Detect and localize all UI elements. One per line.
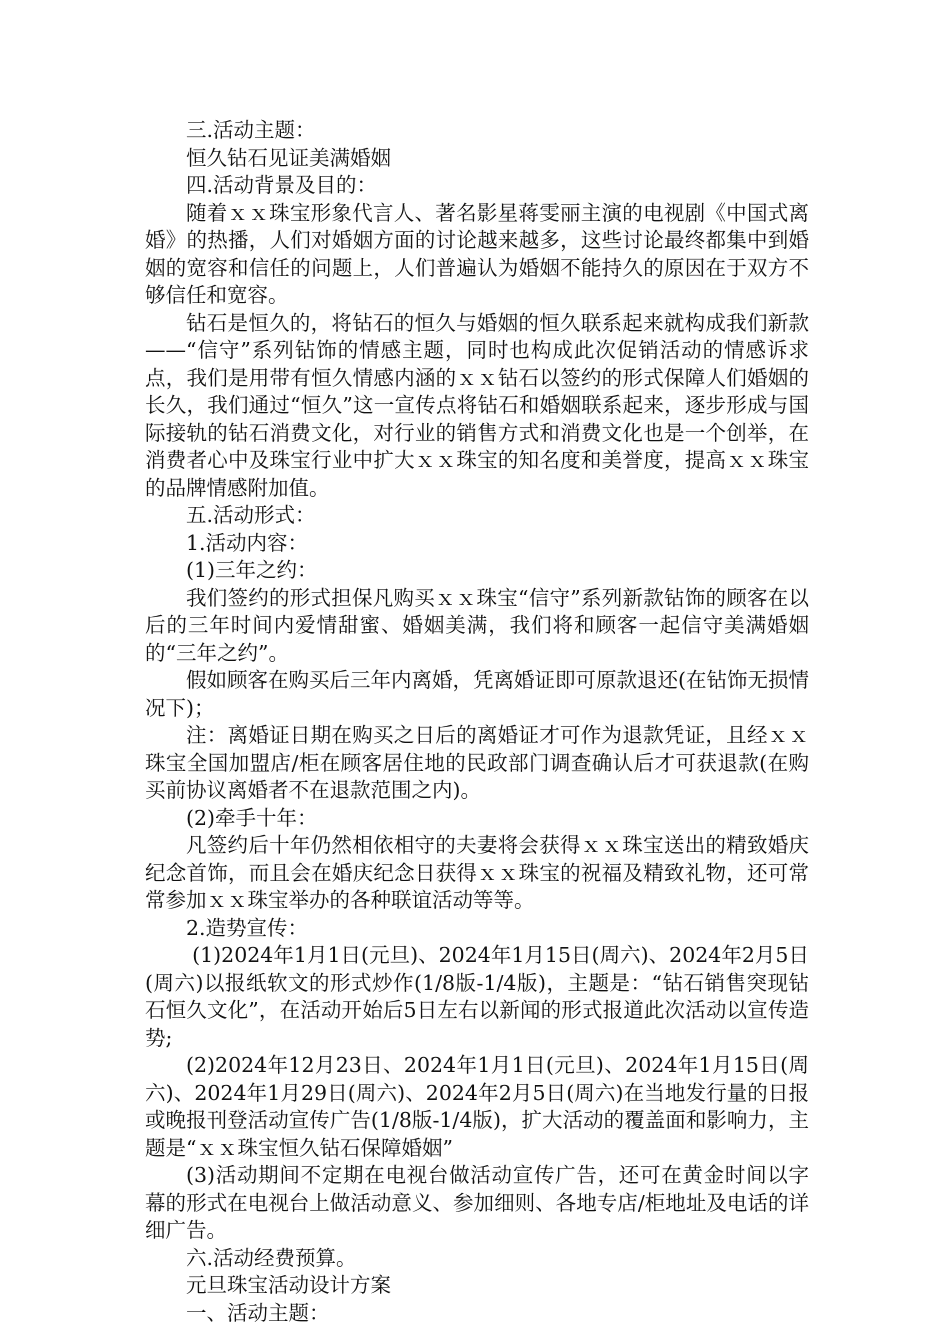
paragraph-refund-note: 注：离婚证日期在购买之日后的离婚证才可作为退款凭证，且经ｘｘ珠宝全国加盟店/柜在顾客居住地的民政部门调查确认后才可获退款(在购买前协议离婚者不在退款范围之内)。 [145, 723, 809, 802]
paragraph-publicity-newspaper: (1)2024年1月1日(元旦)、2024年1月15日(周六)、2024年2月5日(周六)以报纸软文的形式炒作(1/8版-1/4版)，主题是：“钻石销售突现钻石恒久文化”，在活动开始后5日左右以新闻的形式报道此次活动以宣传造势; [145, 943, 809, 1050]
heading-ten-years: (2)牵手十年： [186, 805, 318, 830]
section-title-new-year-plan: 元旦珠宝活动设计方案 [186, 1273, 391, 1297]
paragraph-refund-terms: 假如顾客在购买后三年内离婚，凭离婚证即可原款退还(在钻饰无损情况下)； [145, 668, 809, 720]
heading-activity-content: 1.活动内容： [186, 530, 309, 555]
heading-three-year-promise: (1)三年之约： [186, 558, 318, 582]
paragraph-publicity-ads: (2)2024年12月23日、2024年1月1日(元旦)、2024年1月15日(周六)、2024年1月29日(周六)、2024年2月5日(周六)在当地发行量的日报或晚报刊登活动宣传广告(1/8版-1/4版)，扩大活动的覆盖面和影响力，主题是“ｘｘ珠宝恒久钻石保障婚姻” [145, 1053, 809, 1160]
paragraph-ten-years: 凡签约后十年仍然相依相守的夫妻将会获得ｘｘ珠宝送出的精致婚庆纪念首饰，而且会在婚庆纪念日获得ｘｘ珠宝的祝福及精致礼物，还可常常参加ｘｘ珠宝举办的各种联谊活动等等。 [145, 833, 809, 912]
heading-budget: 六.活动经费预算。 [186, 1245, 357, 1270]
theme-text: 恒久钻石见证美满婚姻 [186, 145, 391, 170]
heading-activity-theme: 三.活动主题： [186, 118, 316, 142]
paragraph-three-year-promise: 我们签约的形式担保凡购买ｘｘ珠宝“信守”系列新款钻饰的顾客在以后的三年时间内爱情甜蜜、婚姻美满，我们将和顾客一起信守美满婚姻的“三年之约”。 [145, 585, 809, 665]
paragraph-emotional-theme: 钻石是恒久的，将钻石的恒久与婚姻的恒久联系起来就构成我们新款——“信守”系列钻饰的情感主题，同时也构成此次促销活动的情感诉求点，我们是用带有恒久情感内涵的ｘｘ钻石以签约的形式保障人们婚姻的长久，我们通过“恒久”这一宣传点将钻石和婚姻联系起来，逐步形成与国际接轨的钻石消费文化，对行业的销售方式和消费文化也是一个创举，在消费者心中及珠宝行业中扩大ｘｘ珠宝的知名度和美誉度，提高ｘｘ珠宝的品牌情感附加值。 [145, 310, 809, 500]
paragraph-background: 随着ｘｘ珠宝形象代言人、著名影星蒋雯丽主演的电视剧《中国式离婚》的热播，人们对婚姻方面的讨论越来越多，这些讨论最终都集中到婚姻的宽容和信任的问题上，人们普遍认为婚姻不能持久的原因在于双方不够信任和宽容。 [145, 200, 809, 307]
heading-activity-form: 五.活动形式： [186, 503, 316, 527]
heading-background-purpose: 四.活动背景及目的： [186, 173, 378, 197]
heading-publicity: 2.造势宣传： [186, 915, 309, 940]
document-body [145, 117, 809, 1327]
heading-activity-theme-2: 一、活动主题： [186, 1300, 330, 1325]
paragraph-publicity-tv: (3)活动期间不定期在电视台做活动宣传广告，还可在黄金时间以字幕的形式在电视台上做活动意义、参加细则、各地专店/柜地址及电话的详细广告。 [145, 1163, 809, 1242]
